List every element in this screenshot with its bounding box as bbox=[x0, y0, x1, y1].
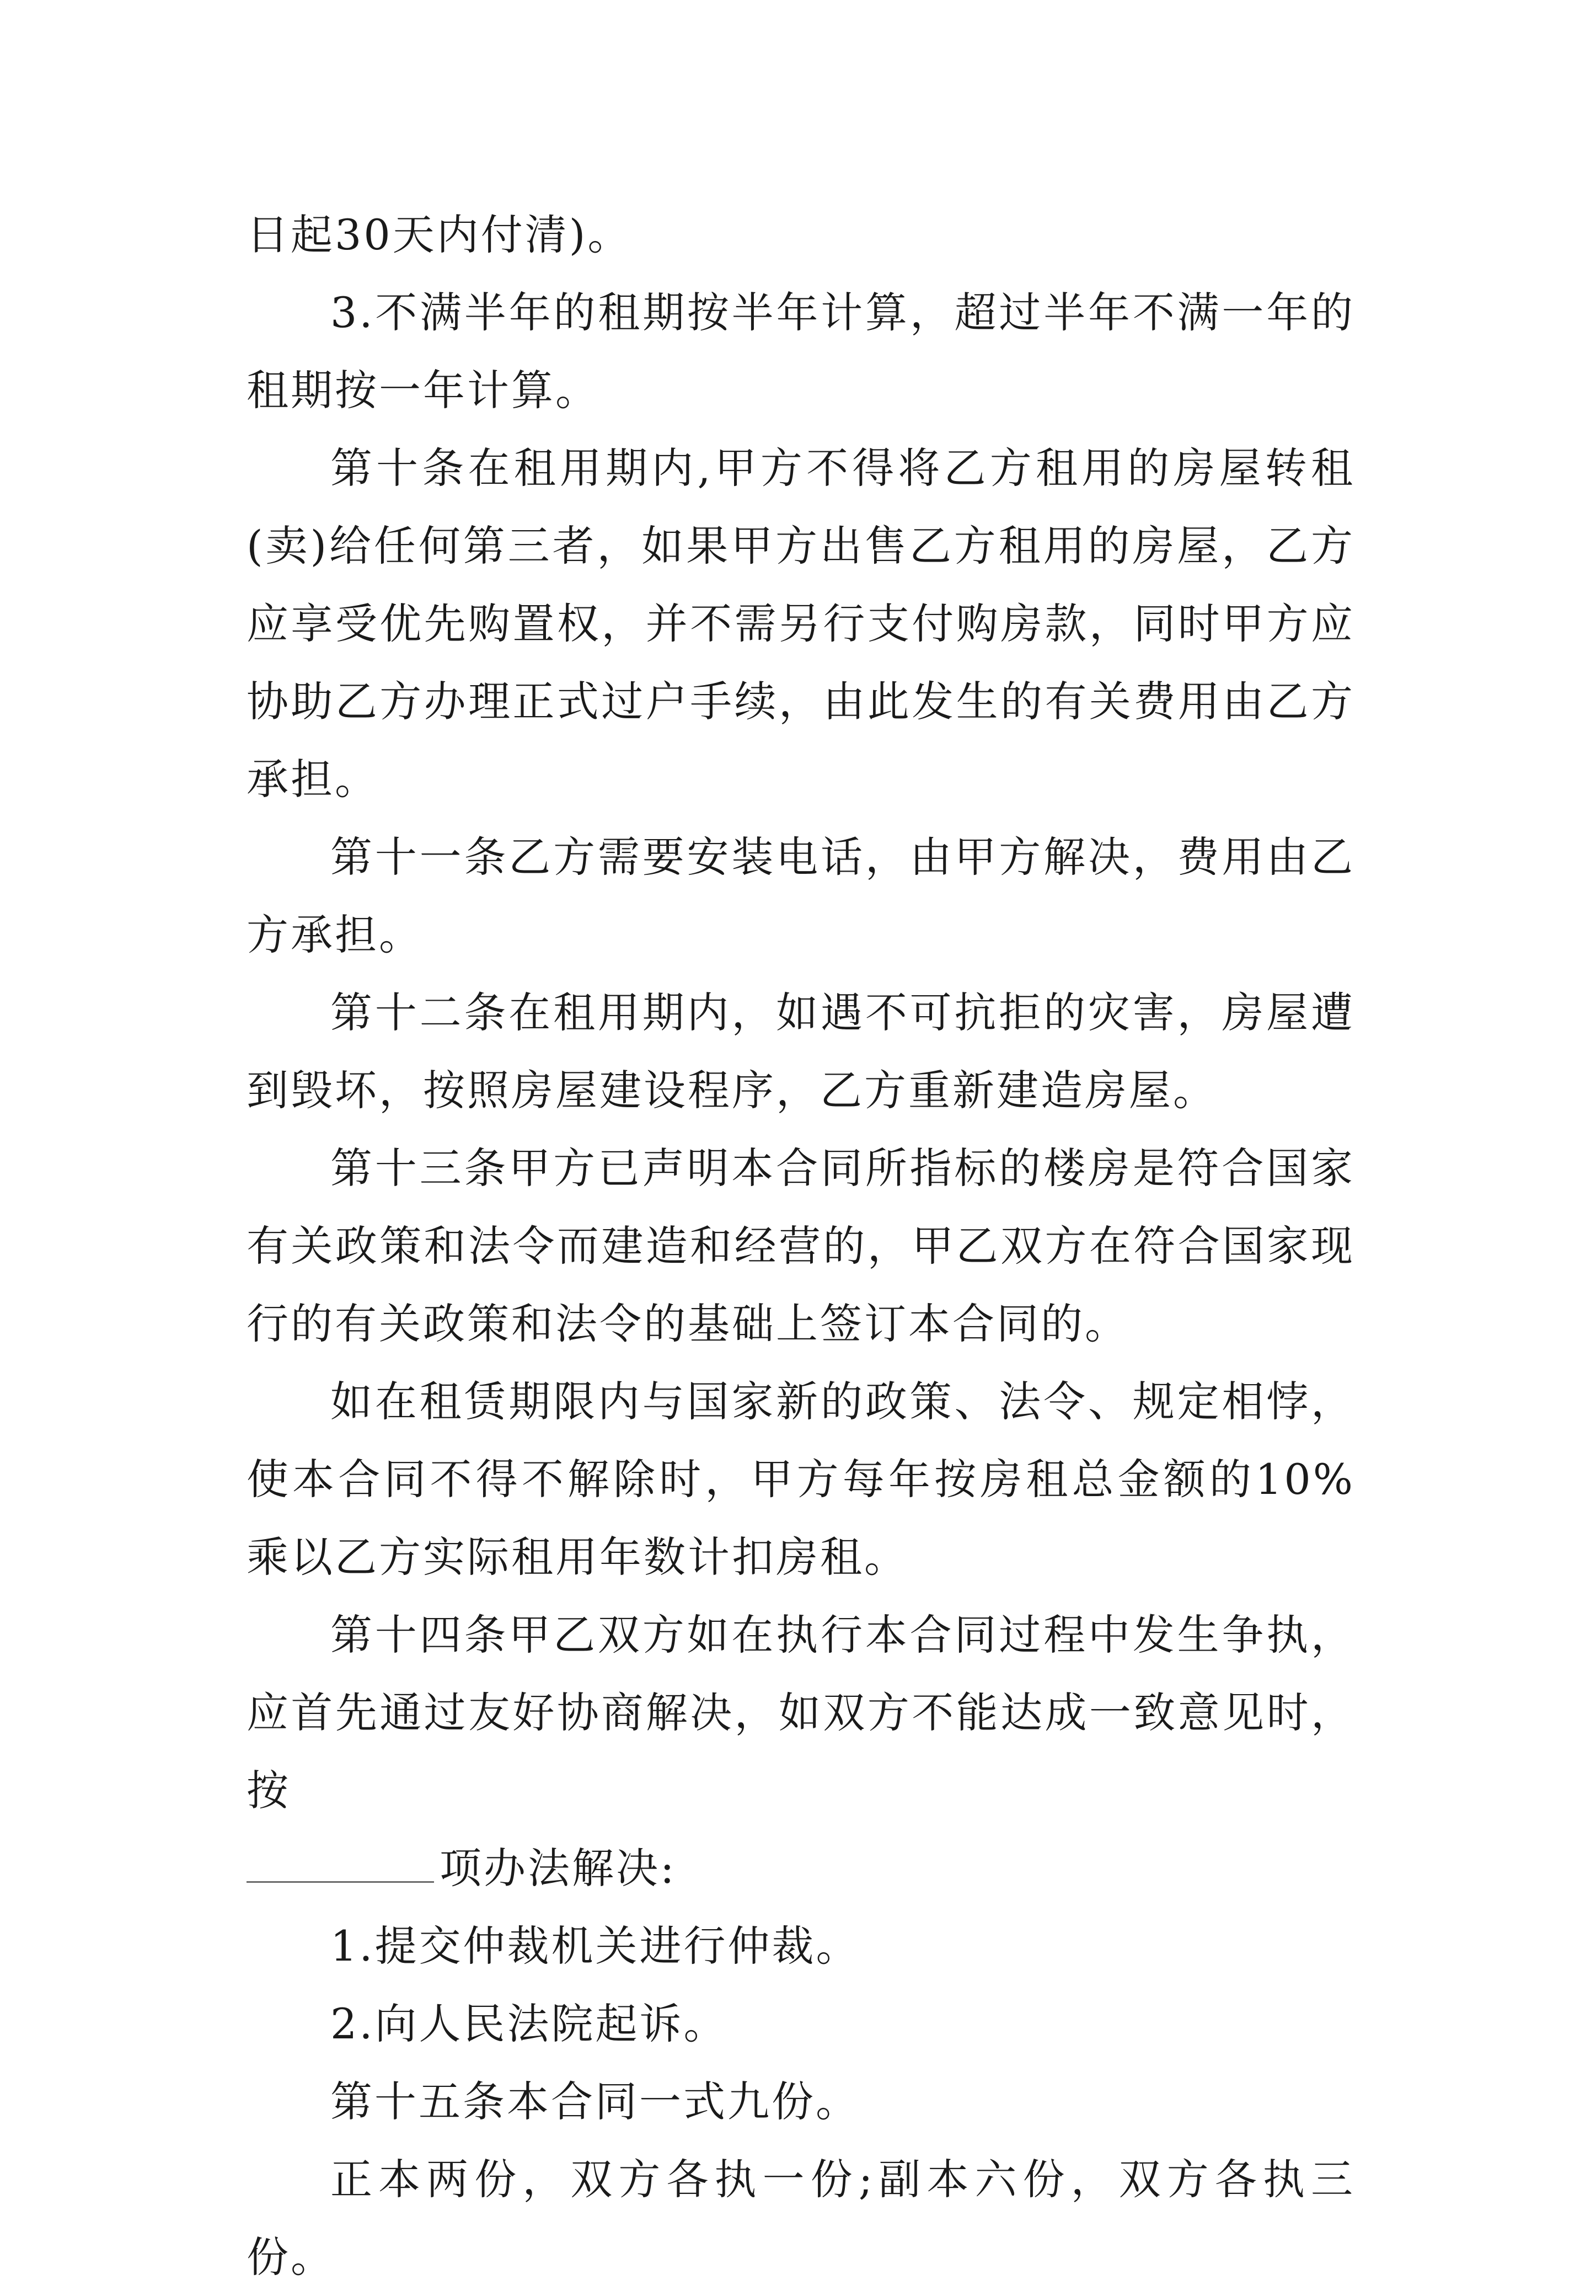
document-body bbox=[247, 196, 1355, 2296]
paragraph-option-2: 2.向人民法院起诉。 bbox=[330, 1999, 728, 2048]
fill-in-blank-line bbox=[247, 1876, 434, 1883]
paragraph-article-14: 第十四条甲乙双方如在执行本合同过程中发生争执，应首先通过友好协商解决，如双方不能达成一致意见时，按 bbox=[247, 1610, 1355, 1815]
paragraph-option-1: 1.提交仲裁机关进行仲裁。 bbox=[330, 1921, 860, 1971]
paragraph-article-11: 第十一条乙方需要安装电话，由甲方解决，费用由乙方承担。 bbox=[247, 832, 1355, 959]
paragraph-continuation: 日起30天内付清)。 bbox=[247, 210, 632, 259]
paragraph-item-3: 3.不满半年的租期按半年计算，超过半年不满一年的租期按一年计算。 bbox=[247, 288, 1355, 415]
paragraph-article-12: 第十二条在租用期内，如遇不可抗拒的灾害，房屋遭到毁坏，按照房屋建设程序，乙方重新建造房屋。 bbox=[247, 988, 1355, 1115]
paragraph-article-10: 第十条在租用期内,甲方不得将乙方租用的房屋转租(卖)给任何第三者，如果甲方出售乙方租用的房屋，乙方应享受优先购置权，并不需另行支付购房款，同时甲方应协助乙方办理正式过户手续，由此发生的有关费用由乙方承担。 bbox=[247, 444, 1355, 804]
paragraph-copies: 正本两份，双方各执一份;副本六份，双方各执三份。 bbox=[247, 2155, 1355, 2282]
paragraph-article-14-blank bbox=[247, 1829, 1355, 1907]
paragraph-article-13-continued: 如在租赁期限内与国家新的政策、法令、规定相悖，使本合同不得不解除时，甲方每年按房租总金额的10%乘以乙方实际租用年数计扣房租。 bbox=[247, 1377, 1355, 1582]
blank-line-suffix: 项办法解决: bbox=[440, 1844, 677, 1893]
paragraph-article-15: 第十五条本合同一式九份。 bbox=[330, 2077, 860, 2126]
paragraph-article-13: 第十三条甲方已声明本合同所指标的楼房是符合国家有关政策和法令而建造和经营的，甲乙双方在符合国家现行的有关政策和法令的基础上签订本合同的。 bbox=[247, 1144, 1355, 1348]
